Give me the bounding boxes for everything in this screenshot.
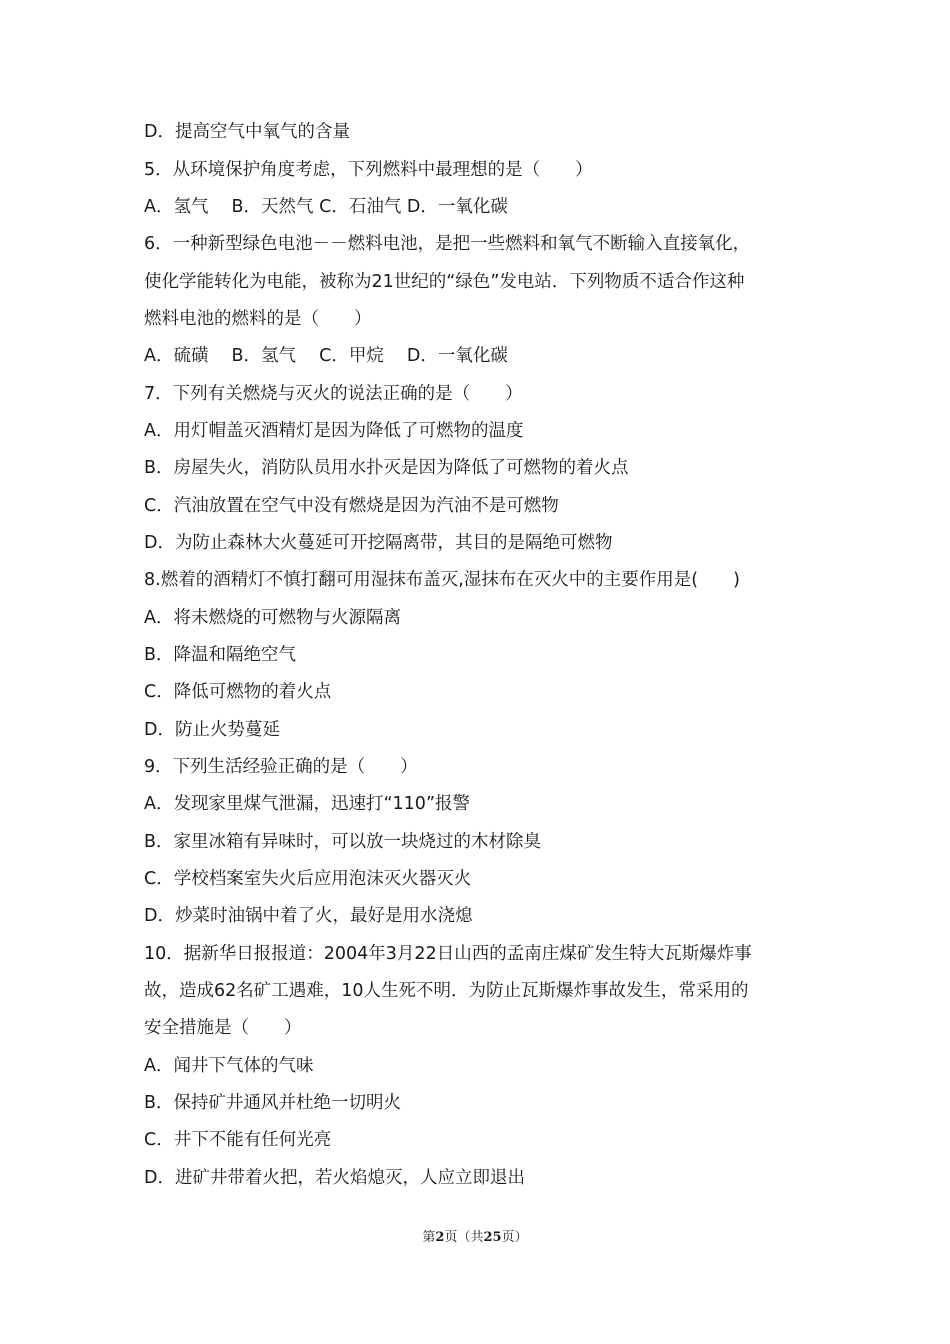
text-line: A．硫磺 B．氢气 C．甲烷 D．一氧化碳 [144, 346, 508, 366]
text-line: C．汽油放置在空气中没有燃烧是因为汽油不是可燃物 [144, 496, 559, 516]
text-line: B．保持矿井通风并杜绝一切明火 [144, 1093, 402, 1113]
text-line: A．闻井下气体的气味 [144, 1056, 314, 1076]
text-line: B．降温和隔绝空气 [144, 645, 297, 665]
footer-suffix: 页） [501, 1230, 528, 1245]
footer-page-number: 2 [435, 1230, 445, 1245]
text-line: A．将未燃烧的可燃物与火源隔离 [144, 608, 401, 628]
text-line: 7．下列有关燃烧与灭火的说法正确的是（ ） [144, 384, 523, 404]
text-line: C．井下不能有任何光亮 [144, 1130, 332, 1150]
text-line: 9．下列生活经验正确的是（ ） [144, 757, 418, 777]
page-footer [0, 1226, 950, 1250]
text-line: D．提高空气中氧气的含量 [144, 122, 350, 142]
text-line: 5．从环境保护角度考虑，下列燃料中最理想的是（ ） [144, 160, 593, 180]
text-line: 8.燃着的酒精灯不慎打翻可用湿抹布盖灭,湿抹布在灭火中的主要作用是( ) [144, 570, 740, 590]
text-line: D．为防止森林大火蔓延可开挖隔离带，其目的是隔绝可燃物 [144, 533, 613, 553]
text-line: A．发现家里煤气泄漏，迅速打“110”报警 [144, 794, 471, 814]
footer-prefix: 第 [422, 1230, 436, 1245]
text-line: B．房屋失火，消防队员用水扑灭是因为降低了可燃物的着火点 [144, 458, 629, 478]
text-line: 安全措施是（ ） [144, 1018, 302, 1038]
text-line: 故，造成62名矿工遇难，10人生死不明．为防止瓦斯爆炸事故发生，常采用的 [144, 981, 749, 1001]
text-line: A．用灯帽盖灭酒精灯是因为降低了可燃物的温度 [144, 421, 524, 441]
text-line: 燃料电池的燃料的是（ ） [144, 309, 372, 329]
text-line: C．降低可燃物的着火点 [144, 682, 332, 702]
text-line: 6．一种新型绿色电池－－燃料电池，是把一些燃料和氧气不断输入直接氧化， [144, 234, 751, 254]
text-line: 使化学能转化为电能，被称为21世纪的“绿色”发电站．下列物质不适合作这种 [144, 272, 745, 292]
text-line: C．学校档案室失火后应用泡沫灭火器灭火 [144, 869, 472, 889]
footer-mid: 页（共 [444, 1230, 484, 1245]
text-line: B．家里冰箱有异味时，可以放一块烧过的木材除臭 [144, 832, 542, 852]
text-line: D．炒菜时油锅中着了火，最好是用水浇熄 [144, 906, 473, 926]
text-line: D．防止火势蔓延 [144, 720, 280, 740]
text-line: 10．据新华日报报道：2004年3月22日山西的孟南庄煤矿发生特大瓦斯爆炸事 [144, 944, 752, 964]
text-line: A．氢气 B．天然气 C．石油气 D．一氧化碳 [144, 197, 508, 217]
footer-total-pages: 25 [483, 1230, 502, 1245]
text-line: D．进矿井带着火把，若火焰熄灭，人应立即退出 [144, 1168, 525, 1188]
